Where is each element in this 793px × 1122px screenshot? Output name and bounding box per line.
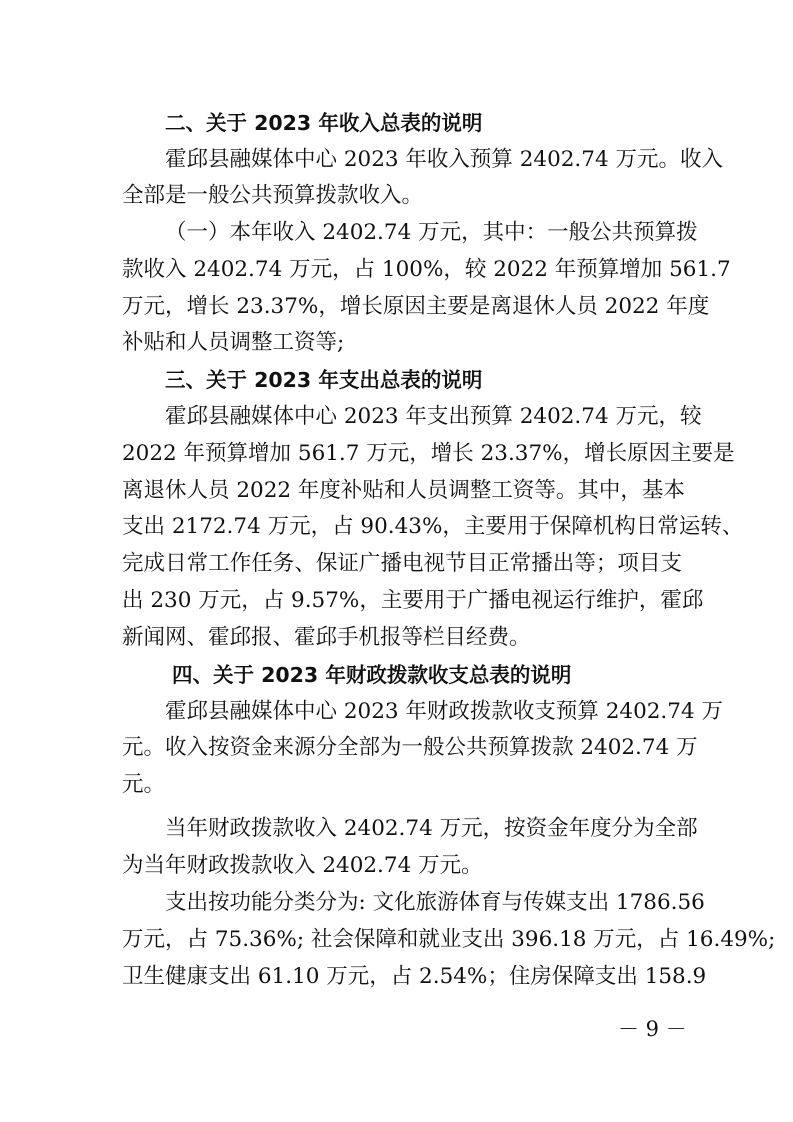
- page-number: － 9 －: [618, 1017, 687, 1041]
- section-heading-fiscal-appropriation-summary: 四、关于 2023 年财政拨款收支总表的说明: [172, 663, 572, 687]
- paragraph-line: 霍邱县融媒体中心 2023 年收入预算 2402.74 万元。收入: [165, 147, 723, 172]
- paragraph-line: 2022 年预算增加 561.7 万元，增长 23.37%，增长原因主要是: [122, 441, 735, 466]
- section-heading-expenditure-summary: 三、关于 2023 年支出总表的说明: [165, 368, 483, 392]
- paragraph-line: 霍邱县融媒体中心 2023 年财政拨款收支预算 2402.74 万: [165, 699, 723, 724]
- paragraph-line: 万元，增长 23.37%，增长原因主要是离退休人员 2022 年度: [122, 294, 710, 319]
- paragraph-line: 当年财政拨款收入 2402.74 万元，按资金年度分为全部: [165, 816, 698, 841]
- paragraph-line: 新闻网、霍邱报、霍邱手机报等栏目经费。: [122, 625, 531, 650]
- paragraph-line: 为当年财政拨款收入 2402.74 万元。: [122, 853, 483, 878]
- section-heading-income-summary: 二、关于 2023 年收入总表的说明: [165, 111, 483, 135]
- paragraph-line: 支出 2172.74 万元，占 90.43%，主要用于保障机构日常运转、: [122, 514, 744, 539]
- paragraph-line: （一）本年收入 2402.74 万元，其中：一般公共预算拨: [165, 220, 698, 245]
- paragraph-line: 完成日常工作任务、保证广播电视节目正常播出等；项目支: [122, 551, 682, 576]
- paragraph-line: 元。收入按资金来源分全部为一般公共预算拨款 2402.74 万: [122, 735, 698, 760]
- paragraph-line: 出 230 万元，占 9.57%，主要用于广播电视运行维护，霍邱: [122, 588, 704, 613]
- paragraph-line: 霍邱县融媒体中心 2023 年支出预算 2402.74 万元，较: [165, 404, 702, 429]
- paragraph-line: 款收入 2402.74 万元，占 100%，较 2022 年预算增加 561.7: [122, 257, 731, 282]
- paragraph-line: 离退休人员 2022 年度补贴和人员调整工资等。其中，基本: [122, 478, 685, 503]
- paragraph-line: 补贴和人员调整工资等;: [122, 330, 345, 355]
- paragraph-line: 支出按功能分类分为: 文化旅游体育与传媒支出 1786.56: [165, 890, 705, 915]
- paragraph-line: 元。: [122, 772, 166, 797]
- paragraph-line: 卫生健康支出 61.10 万元，占 2.54%；住房保障支出 158.9: [122, 964, 707, 989]
- paragraph-line: 万元，占 75.36%; 社会保障和就业支出 396.18 万元，占 16.49%;: [122, 927, 776, 952]
- paragraph-line: 全部是一般公共预算拨款收入。: [122, 183, 424, 208]
